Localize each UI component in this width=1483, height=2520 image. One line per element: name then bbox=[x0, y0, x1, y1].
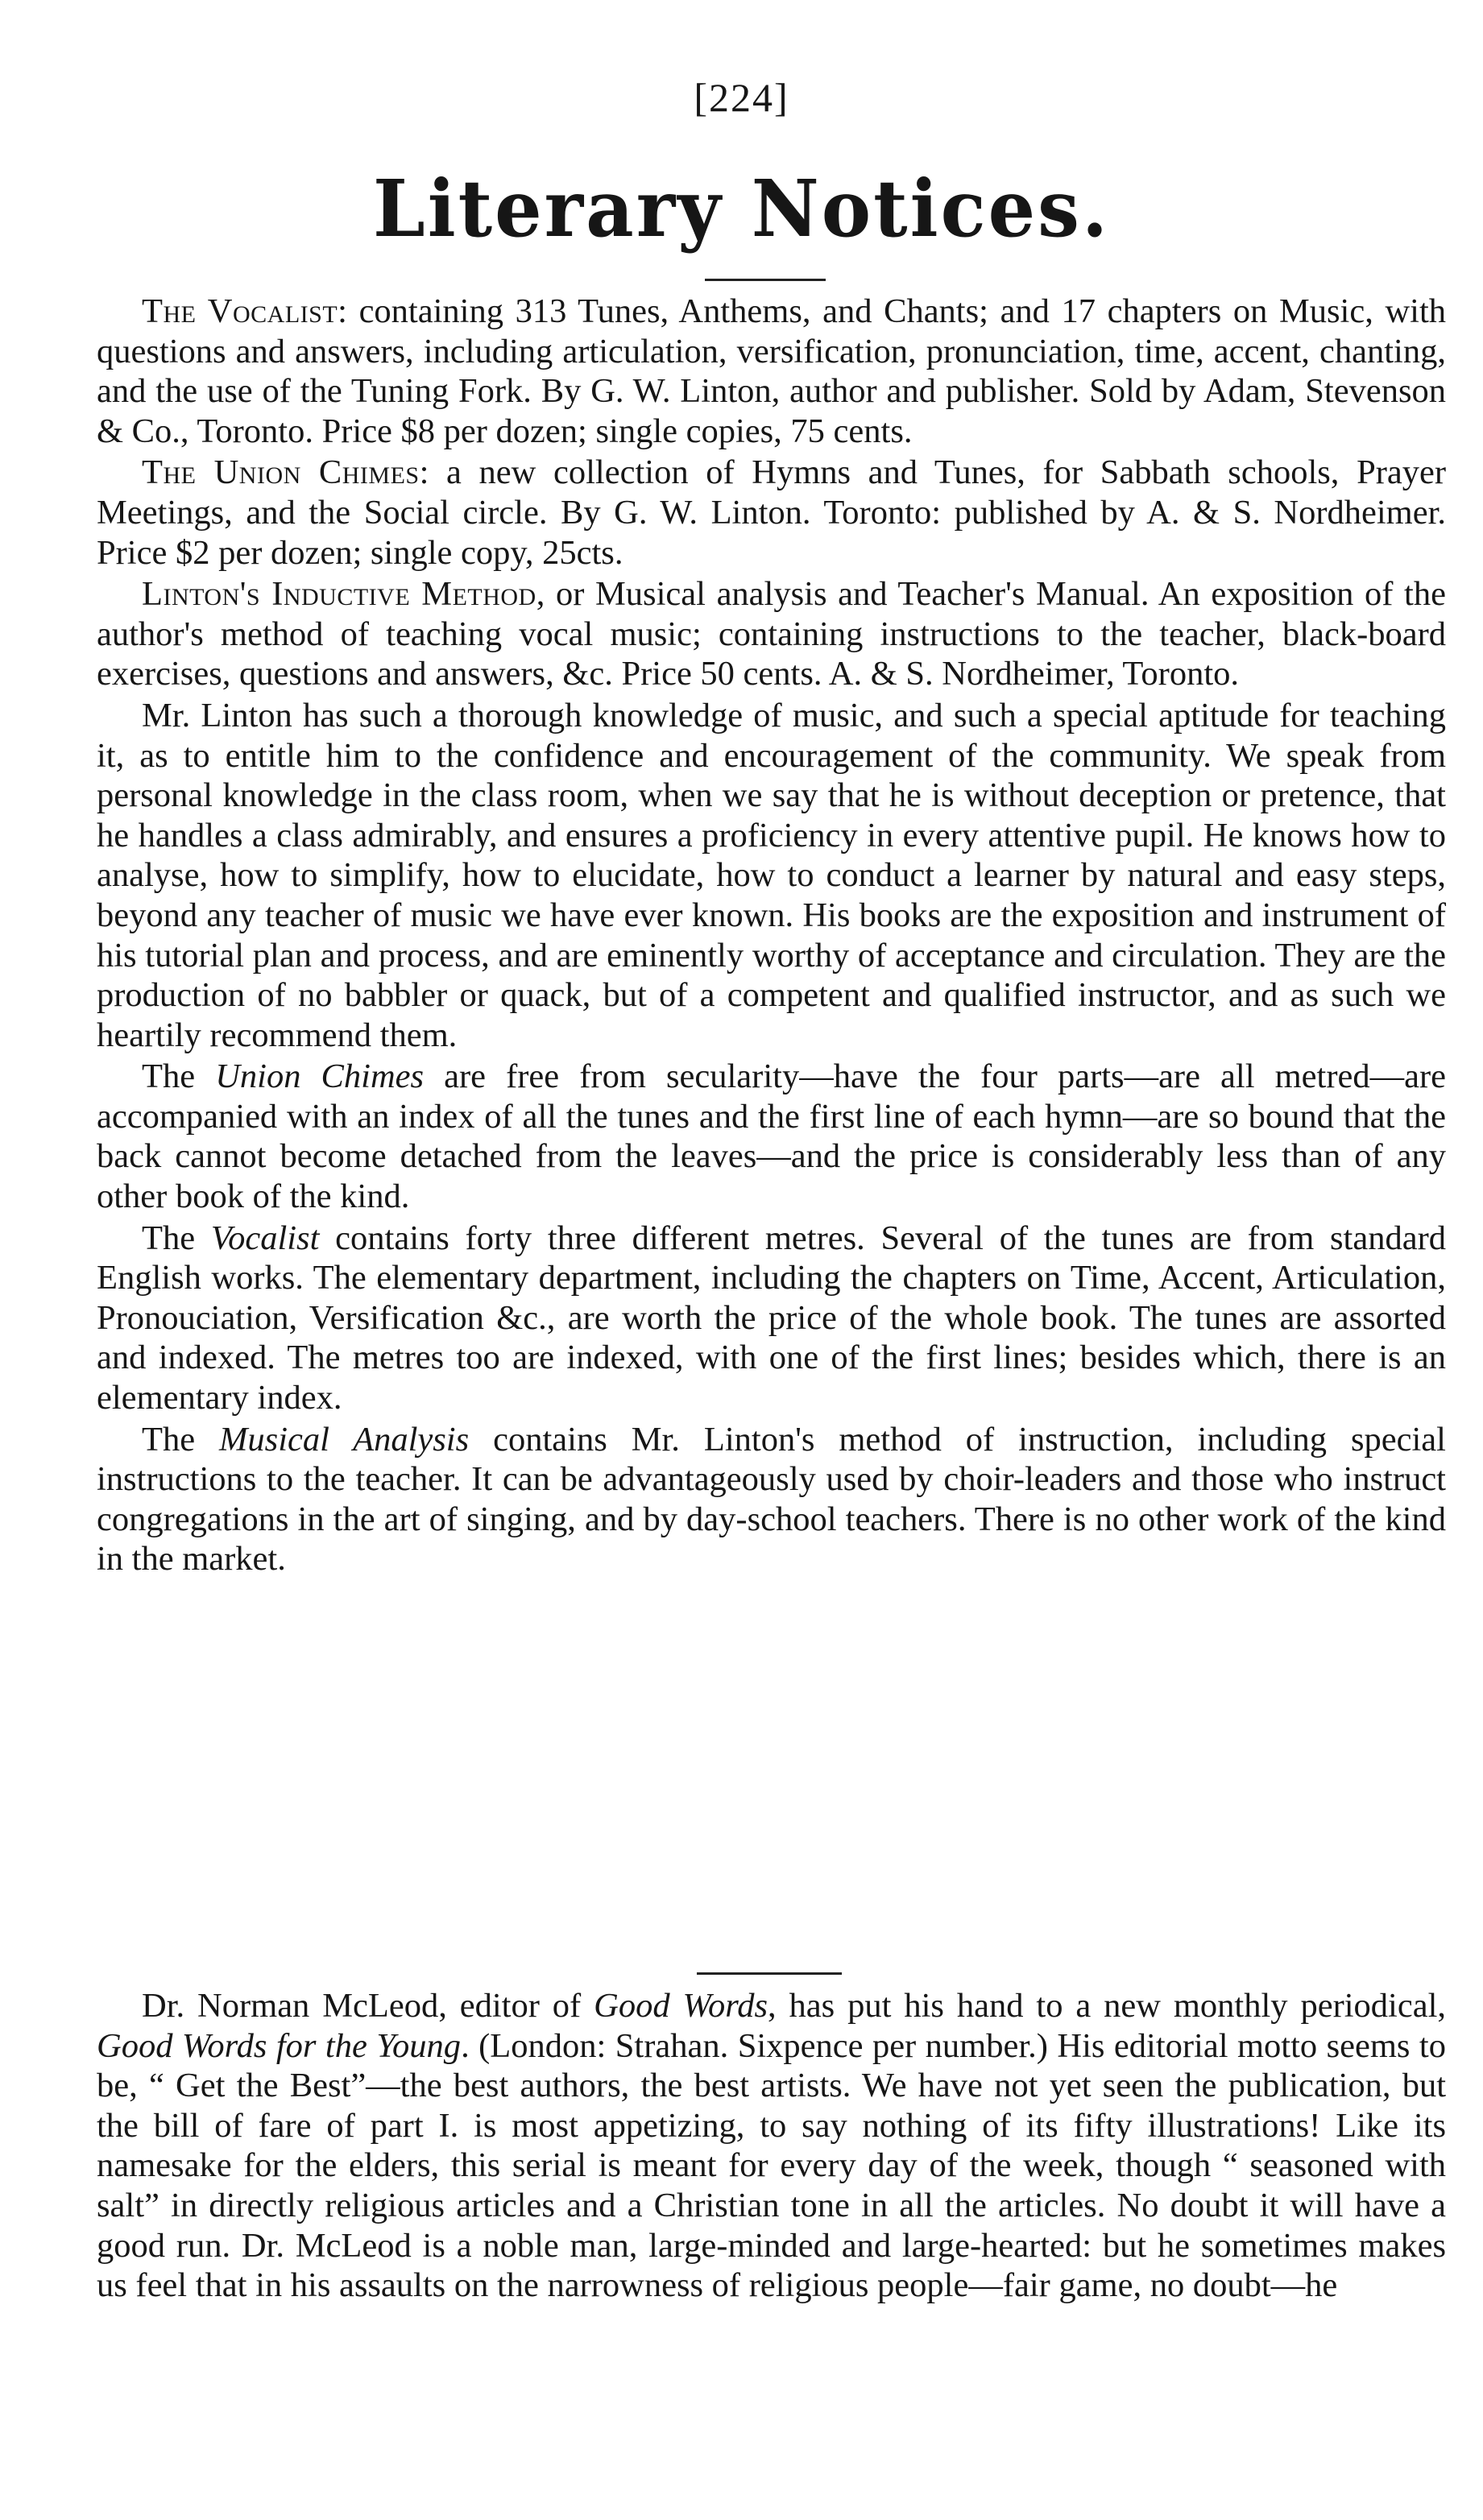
paragraph-text: contains Mr. Linton's method of instruction, including special instructions to the teacher. It can be advantageously used by choir-leaders and those who instruct congregations in the art of singing, and by day-school teachers. There is no other work of the kind in the market. bbox=[97, 1420, 1446, 1579]
paragraph-text: are free from secularity—have the four parts—are all metred—are accompanied with an index of all the tunes and the first line of each hymn—are so bound that the back cannot become detached from the leaves—and the price is considerably less than of any other book of the kind. bbox=[97, 1057, 1447, 1216]
review-paragraph bbox=[97, 1219, 1446, 1418]
section-divider bbox=[697, 1972, 842, 1975]
periodical-title-italic: Good Words for the Young bbox=[97, 2026, 462, 2065]
notice-description: : containing 313 Tunes, Anthems, and Chants; and 17 chapters on Music, with questions and answers, including articulation, versification, pronunciation, time, accent, chanting, and the use of the Tuning Fork. By G. W. Linton, author and publisher. Sold by Adam, Stevenson & Co., Toronto. Price $8 per dozen; single copies, 75 cents. bbox=[97, 292, 1446, 450]
notice-union-chimes bbox=[97, 453, 1446, 573]
book-title-italic: Union Chimes bbox=[215, 1057, 425, 1096]
good-words-notice-section bbox=[97, 1986, 1446, 2306]
notice-description: : a new collection of Hymns and Tunes, for Sabbath schools, Prayer Meetings, and the Social circle. By G. W. Linton. Toronto: published by A. & S. Nordheimer. Price $2 per dozen; single copy, 25cts. bbox=[97, 453, 1446, 572]
literary-notices-section bbox=[97, 292, 1446, 1579]
paragraph-text: The bbox=[142, 1219, 211, 1257]
paragraph-text: , has put his hand to a new monthly periodical, bbox=[768, 1987, 1446, 2025]
notice-title: The Vocalist bbox=[142, 292, 338, 330]
notice-inductive-method bbox=[97, 574, 1446, 694]
periodical-title-italic: Good Words bbox=[594, 1987, 768, 2025]
paragraph-text: . (London: Strahan. Sixpence per number.) His editorial motto seems to be, “ Get the Best”—the best authors, the best artists. We have not yet seen the publication, but the bill of fare of part I. is most appetizing, to say nothing of its fifty illustrations! Like its namesake for the elders, this serial is meant for every day of the week, though “ seasoned with salt” in directly religious articles and a Christian tone in all the articles. No doubt it will have a good run. Dr. McLeod is a noble man, large-minded and large-hearted: but he sometimes makes us feel that in his assaults on the narrowness of religious people—fair game, no doubt—he bbox=[97, 2026, 1446, 2305]
review-paragraph bbox=[97, 1420, 1446, 1579]
book-title-italic: Musical Analysis bbox=[219, 1420, 470, 1459]
paragraph-text: The bbox=[142, 1420, 220, 1459]
notice-title: Linton's Inductive Method bbox=[142, 575, 536, 614]
page-title: Literary Notices. bbox=[373, 162, 1110, 255]
good-words-paragraph bbox=[97, 1986, 1446, 2306]
notice-title: The Union Chimes bbox=[142, 453, 420, 492]
review-paragraph bbox=[97, 1057, 1446, 1216]
paragraph-text: The bbox=[142, 1057, 216, 1096]
review-paragraph: Mr. Linton has such a thorough knowledge of music, and such a special aptitude for teaching it, as to entitle him to the confidence and encouragement of the community. We speak from personal knowledge in the class room, when we say that he is without deception or pretence, that he handles a class admirably, and ensures a proficiency in every attentive pupil. He knows how to analyse, how to simplify, how to elucidate, how to conduct a learner by natural and easy steps, beyond any teacher of music we have ever known. His books are the exposition and instrument of his tutorial plan and process, and are eminently worthy of acceptance and circulation. They are the production of no babbler or quack, but of a competent and qualified instructor, and as such we heartily recommend them. bbox=[97, 696, 1446, 1054]
book-title-italic: Vocalist bbox=[210, 1219, 320, 1257]
notice-vocalist bbox=[97, 292, 1446, 451]
notice-description: , or Musical analysis and Teacher's Manual. An exposition of the author's method of teaching vocal music; containing instructions to the teacher, black-board exercises, questions and answers, &c. Price 50 cents. A. & S. Nordheimer, Toronto. bbox=[97, 575, 1446, 693]
page-number: [224] bbox=[694, 75, 789, 120]
paragraph-text: Dr. Norman McLeod, editor of bbox=[142, 1987, 594, 2025]
title-divider bbox=[705, 279, 826, 281]
paragraph-text: contains forty three different metres. Several of the tunes are from standard English works. The elementary department, including the chapters on Time, Accent, Articulation, Pronouciation, Versification &c., are worth the price of the whole book. The tunes are assorted and indexed. The metres too are indexed, with one of the first lines; besides which, there is an elementary index. bbox=[97, 1219, 1446, 1417]
